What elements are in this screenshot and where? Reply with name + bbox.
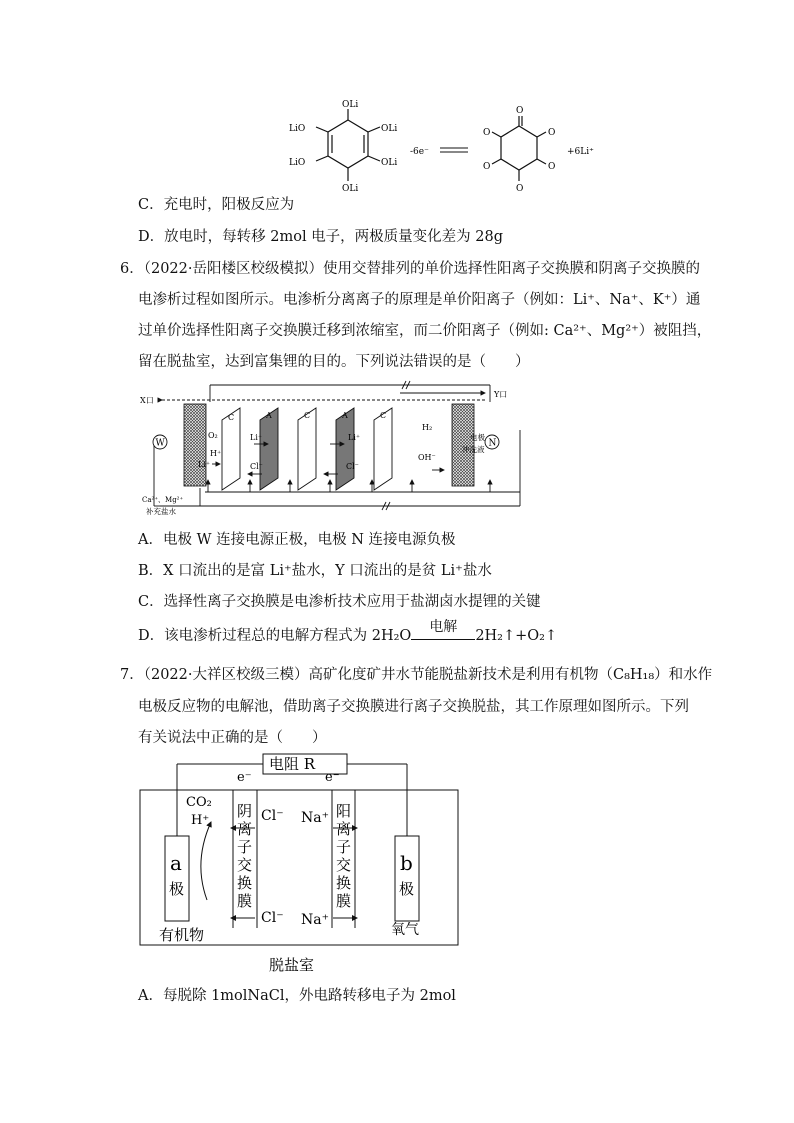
oxygen-label: 氧气 <box>391 922 419 938</box>
cl-label-2: Cl⁻ <box>346 462 359 471</box>
na-bottom-label: Na⁺ <box>301 912 329 928</box>
cl-top-label: Cl⁻ <box>261 808 284 824</box>
o-left-bottom: O <box>483 162 491 172</box>
electron-right-label: e⁻ <box>325 770 340 785</box>
q7-option-a: A．每脱除 1molNaCl，外电路转移电子为 2mol <box>138 988 456 1004</box>
q6-option-d-condition: 电解 <box>429 619 458 635</box>
q6-option-d <box>138 619 558 646</box>
o-right-bottom: O <box>548 162 556 172</box>
li-label-1: Li⁺ <box>198 460 211 469</box>
o-bottom: O <box>516 184 524 194</box>
electrode-a-letter: a <box>170 851 182 875</box>
oli-top: OLi <box>342 100 359 110</box>
q6-stem-line-4: 留在脱盐室，达到富集锂的目的。下列说法错误的是（ ） <box>138 354 530 370</box>
right-note-2: 冲洗液 <box>462 445 485 454</box>
o-left-top: O <box>483 128 491 138</box>
li-label-2: Li⁺ <box>250 433 263 442</box>
electrode-b-letter: b <box>400 851 413 875</box>
q6-option-d-pre: D．该电渗析过程总的电解方程式为 2H₂O <box>138 628 412 644</box>
o2-label: O₂ <box>208 431 218 440</box>
q6-stem-line-1: 6．（2022·岳阳楼区校级模拟）使用交替排列的单价选择性阳离子交换膜和阴离子交换膜的 <box>120 261 700 277</box>
o-right-top: O <box>548 128 556 138</box>
electrode-b-ji: 极 <box>399 880 415 898</box>
minus-6e: -6e⁻ <box>410 147 429 157</box>
right-note-1: 电极 <box>470 433 485 442</box>
plus-6li: +6Li⁺ <box>567 147 594 157</box>
q5-option-d: D．放电时，每转移 2mol 电子，两极质量变化差为 28g <box>138 229 504 245</box>
na-top-label: Na⁺ <box>301 810 329 826</box>
electrode-w-label: W <box>155 438 165 449</box>
resistor-label: 电阻 R <box>269 755 316 773</box>
electrode-a-ji: 极 <box>169 880 185 898</box>
ohminus-label: OH⁻ <box>418 453 436 462</box>
q6-option-a: A．电极 W 连接电源正极，电极 N 连接电源负极 <box>138 532 456 548</box>
membrane-c-label-2: C <box>304 411 311 420</box>
q6-option-c: C．选择性离子交换膜是电渗析技术应用于盐湖卤水提锂的关键 <box>138 594 541 610</box>
q6-stem-line-3: 过单价选择性阳离子交换膜迁移到浓缩室，而二价阳离子（例如: Ca²⁺、Mg²⁺）被阻挡， <box>138 323 712 339</box>
h2-label: H₂ <box>422 423 433 432</box>
electrode-n-label: N <box>488 438 497 449</box>
bottom-note-1: Ca²⁺、Mg²⁺ <box>142 496 184 504</box>
cl-bottom-label: Cl⁻ <box>261 910 284 926</box>
cation-membrane-label: 阳 离 子 交 换 膜 <box>336 802 352 910</box>
lio-left-bottom: LiO <box>289 158 306 168</box>
molecule-figure <box>280 95 610 215</box>
membrane-c-label-3: C <box>380 411 387 420</box>
membrane-c-label-1: C <box>228 413 235 422</box>
organic-label: 有机物 <box>159 926 205 944</box>
co2-label: CO₂ <box>186 795 212 810</box>
oli-right-top: OLi <box>381 124 398 134</box>
hplus-label-2: H⁺ <box>191 813 210 828</box>
bottom-note-2: 补充盐水 <box>146 507 176 516</box>
lio-left-top: LiO <box>289 124 306 134</box>
q5-option-c: C．充电时，阳极反应为 <box>138 197 295 213</box>
cl-label-1: Cl⁻ <box>250 462 263 471</box>
desalination-figure <box>135 750 465 980</box>
anion-membrane-label: 阴 离 子 交 换 膜 <box>237 802 253 910</box>
oli-right-bottom: OLi <box>381 158 398 168</box>
electron-left-label: e⁻ <box>237 770 252 785</box>
oli-bottom: OLi <box>342 184 359 194</box>
q7-stem-line-1: 7．（2022·大祥区校级三模）高矿化度矿井水节能脱盐新技术是利用有机物（C₈H₁₈）和水作 <box>120 667 713 683</box>
membrane-a-label-2: A <box>342 411 348 420</box>
q6-option-d-post: 2H₂↑+O₂↑ <box>475 628 558 644</box>
q6-option-b: B．X 口流出的是富 Li⁺盐水，Y 口流出的是贫 Li⁺盐水 <box>138 563 492 579</box>
desalination-room-label: 脱盐室 <box>269 956 315 974</box>
q7-stem-line-3: 有关说法中正确的是（ ） <box>138 730 327 746</box>
o-top: O <box>516 106 524 116</box>
electrodialysis-figure <box>140 380 540 520</box>
q7-stem-line-2: 电极反应物的电解池，借助离子交换膜进行离子交换脱盐，其工作原理如图所示。下列 <box>138 699 689 715</box>
x-outlet-label: X口 <box>140 396 154 405</box>
y-outlet-label: Y口 <box>494 390 508 399</box>
q6-stem-line-2: 电渗析过程如图所示。电渗析分离离子的原理是单价阳离子（例如：Li⁺、Na⁺、K⁺）通 <box>138 292 701 308</box>
hplus-label: H⁺ <box>210 449 222 458</box>
li-label-3: Li⁺ <box>348 433 361 442</box>
membrane-a-label-1: A <box>266 411 272 420</box>
